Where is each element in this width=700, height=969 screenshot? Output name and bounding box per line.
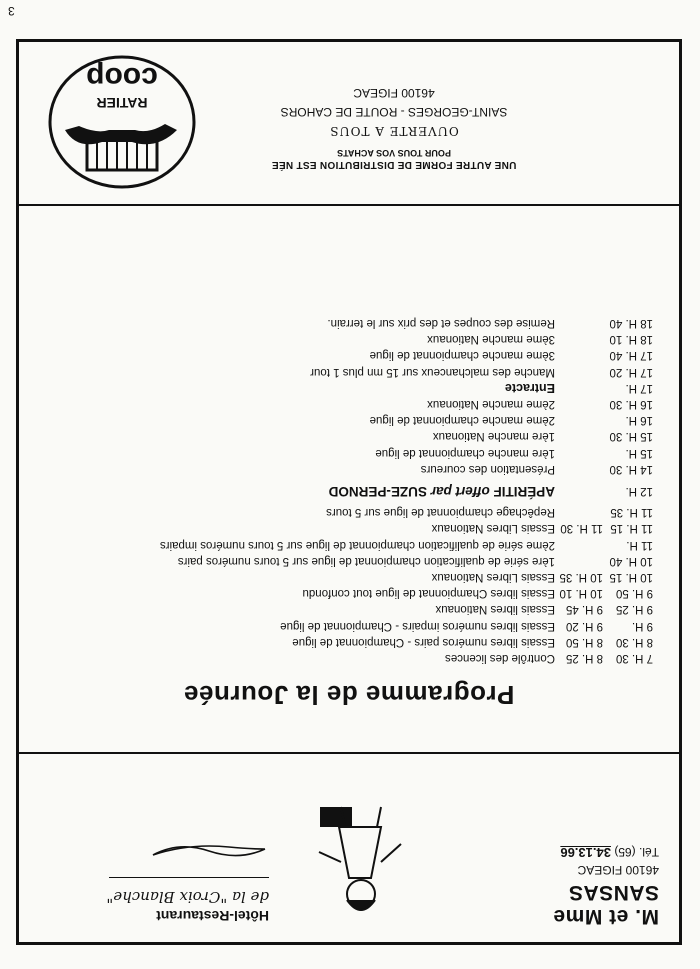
- aperitif-offered: offert par: [430, 483, 490, 499]
- event-description: Essais libres numéros impairs - Championnat de ligue: [280, 619, 555, 632]
- sansas-city: 46100 FIGEAC: [577, 863, 659, 877]
- start-time: 15 H.: [625, 446, 653, 459]
- start-time: 15 H. 30: [609, 430, 653, 443]
- event-description: Entracte: [504, 380, 555, 395]
- end-time: [555, 483, 603, 499]
- start-time: 11 H. 15: [610, 522, 653, 535]
- schedule-row: [33, 520, 653, 536]
- hotel-name: de la "Croix Blanche": [106, 888, 269, 906]
- sponsor-band-top: [19, 752, 679, 942]
- end-time: [555, 363, 603, 379]
- end-time: [555, 504, 603, 520]
- coop-ad: [229, 86, 559, 170]
- sansas-tel-number: 34.13.66: [560, 845, 611, 860]
- start-time: 12 H.: [625, 484, 653, 497]
- schedule-row: [33, 428, 653, 444]
- schedule-row: [33, 331, 653, 347]
- schedule-row: [33, 601, 653, 617]
- event-description: Manche des malchanceux sur 15 mn plus 1 tour: [310, 365, 555, 378]
- end-time: [555, 536, 603, 552]
- sponsor-band-bottom: [19, 42, 679, 204]
- event-description: 3ème manche championnat de ligue: [369, 349, 555, 362]
- end-time: 9 H. 45: [565, 603, 603, 616]
- sansas-tel-label: Tél. (65): [614, 845, 659, 859]
- coop-logo-word2: RATIER: [96, 95, 148, 111]
- end-time: 10 H. 35: [559, 570, 603, 583]
- start-time: 11 H. 35: [610, 506, 653, 519]
- event-description: 2ème manche Nationaux: [427, 397, 555, 410]
- start-time: 18 H. 40: [609, 316, 653, 329]
- event-description: Essais Libres Nationaux: [431, 522, 555, 535]
- coop-logo-word1: coop: [86, 61, 158, 94]
- start-time: 9 H. 50: [615, 587, 653, 600]
- event-description: Repêchage championnat de ligue sur 5 tours: [326, 506, 555, 519]
- schedule-row: [33, 396, 653, 412]
- sansas-phone: [469, 845, 659, 860]
- aperitif-line: [33, 483, 555, 499]
- start-time: 11 H.: [626, 538, 653, 551]
- end-time: [555, 331, 603, 347]
- end-time: 11 H. 30: [560, 522, 603, 535]
- start-time: 10 H. 15: [609, 570, 653, 583]
- hotel-ad: [39, 836, 269, 924]
- aperitif-word: APÉRITIF: [493, 483, 555, 499]
- hotel-underline: [109, 877, 269, 878]
- end-time: [555, 347, 603, 363]
- signature-flourish-icon: [149, 841, 269, 863]
- event-description: 1ère série de qualification championnat de ligue sur 5 tours numéros pairs: [177, 554, 555, 567]
- schedule-row: [33, 504, 653, 520]
- start-time: 7 H. 30: [615, 652, 653, 664]
- schedule-row: [33, 569, 653, 585]
- event-description: Remise des coupes et des prix sur le terrain.: [327, 316, 555, 329]
- coop-headline: UNE AUTRE FORME DE DISTRIBUTION EST NÉE: [271, 159, 517, 170]
- event-description: 2ème série de qualification championnat de ligue sur 5 tours numéros impairs: [159, 538, 555, 551]
- event-description: Présentation des coureurs: [420, 462, 555, 475]
- event-description: 3ème manche Nationaux: [427, 333, 555, 346]
- handshake-icon: [65, 124, 177, 170]
- event-description: Contrôle des licences: [445, 652, 555, 664]
- event-description: 1ère manche Nationaux: [432, 430, 555, 443]
- end-time: 10 H. 10: [559, 587, 603, 600]
- event-description: 2ème manche championnat de ligue: [369, 414, 555, 427]
- event-description: Essais Libres Nationaux: [431, 570, 555, 583]
- program-title: Programme de la Journée: [183, 680, 515, 710]
- cook-illustration-icon: [311, 802, 411, 922]
- start-time: 17 H. 20: [609, 365, 653, 378]
- start-time: 10 H. 40: [609, 554, 653, 567]
- event-description: Essais libres numéros pairs - Championnat de ligue: [292, 635, 555, 648]
- coop-ratier-logo: [47, 54, 197, 190]
- start-time: 16 H. 30: [609, 397, 653, 410]
- end-time: 8 H. 25: [565, 652, 603, 664]
- schedule-row: [33, 412, 653, 428]
- schedule-row: [33, 585, 653, 601]
- end-time: [555, 380, 603, 396]
- end-time: [555, 553, 603, 569]
- schedule-row: [33, 444, 653, 460]
- schedule-row: [33, 461, 653, 477]
- start-time: 18 H. 10: [609, 333, 653, 346]
- start-time: 9 H. 25: [615, 603, 653, 616]
- schedule-row: [33, 347, 653, 363]
- page-number: 3: [8, 4, 15, 18]
- aperitif-sponsor: SUZE-PERNOD: [328, 483, 427, 499]
- end-time: [555, 461, 603, 477]
- schedule-row: [33, 553, 653, 569]
- schedule-row: [33, 483, 653, 499]
- end-time: [555, 412, 603, 428]
- start-time: 17 H.: [625, 381, 653, 394]
- page-frame: [16, 39, 682, 945]
- sansas-name: M. et Mme SANSAS: [552, 881, 659, 928]
- end-time: 9 H. 20: [565, 619, 603, 632]
- schedule-list: [33, 315, 653, 666]
- end-time: [555, 315, 603, 331]
- schedule-row: [33, 650, 653, 666]
- start-time: 9 H.: [631, 619, 653, 632]
- coop-address: SAINT-GEORGES - ROUTE DE CAHORS: [280, 105, 508, 119]
- coop-city: 46100 FIGEAC: [353, 86, 435, 100]
- coop-open: OUVERTE A TOUS: [329, 124, 459, 138]
- schedule-row: [33, 363, 653, 379]
- schedule-row: [33, 380, 653, 396]
- schedule-row: [33, 634, 653, 650]
- sansas-ad: [469, 845, 659, 928]
- schedule-row: [33, 315, 653, 331]
- event-description: 1ère manche championnat de ligue: [375, 446, 555, 459]
- program-section: [19, 204, 679, 754]
- event-description: Essais libres Nationaux: [435, 603, 555, 616]
- schedule-row: [33, 617, 653, 633]
- start-time: 17 H. 40: [609, 349, 653, 362]
- event-description: Essais libres Championnat de ligue tout confondu: [302, 587, 555, 600]
- end-time: 8 H. 50: [565, 635, 603, 648]
- end-time: [555, 396, 603, 412]
- coop-subline: POUR TOUS VOS ACHATS: [337, 148, 451, 158]
- schedule-row: [33, 536, 653, 552]
- start-time: 16 H.: [625, 414, 653, 427]
- start-time: 14 H. 30: [609, 462, 653, 475]
- end-time: [555, 428, 603, 444]
- end-time: [555, 444, 603, 460]
- hotel-kind: Hôtel-Restaurant: [156, 908, 269, 924]
- start-time: 8 H. 30: [615, 635, 653, 648]
